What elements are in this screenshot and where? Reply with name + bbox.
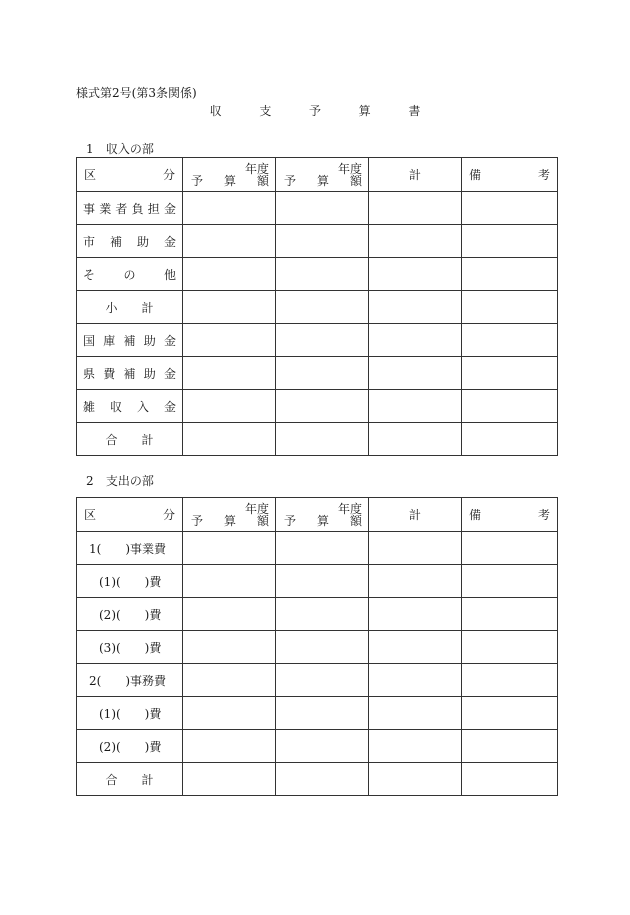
row-label	[77, 324, 183, 357]
table-row	[77, 258, 558, 291]
row-label-char: 金	[163, 366, 176, 381]
row-label-char: 小	[105, 300, 118, 315]
budget-amount-header	[276, 158, 369, 192]
total-cell[interactable]	[369, 192, 462, 225]
remarks-header-char: 備	[469, 508, 482, 522]
budget-amount-cell[interactable]	[276, 631, 369, 664]
row-label	[77, 565, 183, 598]
row-label-char: 雑	[83, 399, 96, 414]
total-cell[interactable]	[369, 697, 462, 730]
row-label	[77, 258, 183, 291]
budget-amount-char: 算	[316, 514, 329, 528]
category-header	[77, 498, 183, 532]
total-cell[interactable]	[369, 631, 462, 664]
remarks-cell[interactable]	[462, 697, 558, 730]
row-label	[77, 532, 183, 565]
row-label-char: 計	[141, 300, 154, 315]
row-label-char: 他	[163, 267, 176, 282]
row-label-text: (2)( )費	[99, 739, 162, 754]
remarks-header	[462, 158, 558, 192]
budget-amount-cell[interactable]	[276, 664, 369, 697]
budget-amount-cell[interactable]	[183, 598, 276, 631]
remarks-cell[interactable]	[462, 291, 558, 324]
total-cell[interactable]	[369, 532, 462, 565]
budget-amount-cell[interactable]	[276, 697, 369, 730]
budget-amount-cell[interactable]	[183, 730, 276, 763]
category-header-char: 区	[84, 168, 97, 182]
budget-amount-cell[interactable]	[276, 258, 369, 291]
row-label-char: 補	[109, 234, 122, 249]
row-label-text: (1)( )費	[99, 706, 162, 721]
table-row	[77, 730, 558, 763]
row-label-char: 金	[163, 201, 176, 216]
budget-amount-header	[183, 158, 276, 192]
budget-amount-cell[interactable]	[183, 697, 276, 730]
remarks-cell[interactable]	[462, 192, 558, 225]
budget-amount-cell[interactable]	[183, 291, 276, 324]
budget-amount-cell[interactable]	[276, 565, 369, 598]
row-label-text: 2( )事務費	[89, 673, 166, 688]
total-cell[interactable]	[369, 423, 462, 456]
row-label-char: 収	[109, 399, 122, 414]
budget-amount-cell[interactable]	[183, 192, 276, 225]
row-label-char: 負	[131, 201, 144, 216]
row-label	[77, 697, 183, 730]
category-header-char: 分	[162, 168, 175, 182]
section-number: 2	[86, 474, 94, 488]
table-header-row	[77, 498, 558, 532]
remarks-cell[interactable]	[462, 324, 558, 357]
budget-amount-cell[interactable]	[276, 390, 369, 423]
row-label-char: の	[123, 267, 136, 282]
row-label-char: 合	[105, 772, 118, 787]
row-label-char: 金	[163, 399, 176, 414]
row-label-char: 庫	[103, 333, 116, 348]
total-header: 計	[369, 158, 462, 192]
row-label-text: 1( )事業費	[89, 541, 166, 556]
remarks-cell[interactable]	[462, 225, 558, 258]
budget-amount-cell[interactable]	[276, 730, 369, 763]
remarks-cell[interactable]	[462, 390, 558, 423]
section-title: 収入の部	[105, 142, 154, 156]
row-label	[77, 357, 183, 390]
row-label	[77, 763, 183, 796]
row-label-char: 業	[99, 201, 112, 216]
row-label-char: 計	[141, 432, 154, 447]
row-label-text: (1)( )費	[99, 574, 162, 589]
income-section-heading	[86, 140, 154, 157]
budget-amount-cell[interactable]	[276, 225, 369, 258]
total-cell[interactable]	[369, 763, 462, 796]
budget-amount-char: 予	[191, 174, 204, 188]
table-row	[77, 598, 558, 631]
expense-table	[76, 497, 558, 796]
row-label-char: 県	[83, 366, 96, 381]
category-header-char: 分	[162, 508, 175, 522]
remarks-cell[interactable]	[462, 598, 558, 631]
total-cell[interactable]	[369, 664, 462, 697]
row-label-char: 担	[147, 201, 160, 216]
budget-amount-cell[interactable]	[183, 565, 276, 598]
row-label	[77, 631, 183, 664]
remarks-cell[interactable]	[462, 631, 558, 664]
expense-section-heading	[86, 472, 154, 489]
row-label	[77, 598, 183, 631]
table-row	[77, 565, 558, 598]
row-label-char: 合	[105, 432, 118, 447]
total-cell[interactable]	[369, 730, 462, 763]
table-row	[77, 291, 558, 324]
total-header: 計	[369, 498, 462, 532]
title-char: 収	[209, 104, 222, 118]
budget-amount-char: 額	[256, 174, 269, 188]
budget-amount-header	[276, 498, 369, 532]
budget-amount-cell[interactable]	[276, 192, 369, 225]
row-label	[77, 192, 183, 225]
table-header-row	[77, 158, 558, 192]
year-label: 年度	[337, 162, 362, 176]
remarks-header-char: 考	[537, 508, 550, 522]
budget-amount-cell[interactable]	[183, 763, 276, 796]
table-row	[77, 532, 558, 565]
remarks-cell[interactable]	[462, 357, 558, 390]
budget-amount-header	[183, 498, 276, 532]
section-title: 支出の部	[105, 474, 154, 488]
budget-amount-cell[interactable]	[276, 291, 369, 324]
budget-amount-cell[interactable]	[276, 763, 369, 796]
budget-amount-char: 額	[349, 514, 362, 528]
table-row	[77, 357, 558, 390]
remarks-cell[interactable]	[462, 565, 558, 598]
budget-amount-char: 予	[284, 174, 297, 188]
row-label-char: 金	[163, 234, 176, 249]
row-label-char: 国	[83, 333, 96, 348]
table-row	[77, 763, 558, 796]
budget-amount-cell[interactable]	[183, 258, 276, 291]
table-row	[77, 324, 558, 357]
category-header	[77, 158, 183, 192]
budget-amount-char: 算	[223, 174, 236, 188]
budget-amount-char: 額	[256, 514, 269, 528]
row-label-text: (2)( )費	[99, 607, 162, 622]
remarks-cell[interactable]	[462, 423, 558, 456]
total-cell[interactable]	[369, 225, 462, 258]
income-table	[76, 157, 558, 456]
remarks-cell[interactable]	[462, 532, 558, 565]
total-cell[interactable]	[369, 357, 462, 390]
budget-amount-cell[interactable]	[276, 598, 369, 631]
table-row	[77, 697, 558, 730]
budget-amount-cell[interactable]	[276, 532, 369, 565]
row-label-char: 補	[123, 366, 136, 381]
budget-amount-cell[interactable]	[276, 423, 369, 456]
row-label-text: (3)( )費	[99, 640, 162, 655]
budget-amount-cell[interactable]	[183, 631, 276, 664]
row-label	[77, 730, 183, 763]
document-title	[0, 102, 630, 119]
remarks-cell[interactable]	[462, 664, 558, 697]
budget-amount-cell[interactable]	[183, 532, 276, 565]
row-label	[77, 664, 183, 697]
row-label-char: 助	[143, 333, 156, 348]
total-cell[interactable]	[369, 324, 462, 357]
table-row	[77, 225, 558, 258]
row-label-char: 金	[163, 333, 176, 348]
row-label-char: 計	[141, 772, 154, 787]
remarks-cell[interactable]	[462, 763, 558, 796]
row-label	[77, 390, 183, 423]
budget-amount-char: 算	[223, 514, 236, 528]
row-label	[77, 291, 183, 324]
table-row	[77, 664, 558, 697]
total-cell[interactable]	[369, 598, 462, 631]
budget-amount-char: 額	[349, 174, 362, 188]
title-char: 支	[259, 104, 272, 118]
row-label-char: 者	[115, 201, 128, 216]
year-label: 年度	[244, 502, 269, 516]
title-char: 予	[308, 104, 321, 118]
remarks-header	[462, 498, 558, 532]
row-label-char: 市	[83, 234, 96, 249]
remarks-header-char: 備	[469, 168, 482, 182]
budget-amount-cell[interactable]	[276, 357, 369, 390]
budget-amount-cell[interactable]	[183, 423, 276, 456]
row-label-char: 入	[136, 399, 149, 414]
budget-amount-char: 予	[284, 514, 297, 528]
row-label	[77, 225, 183, 258]
budget-amount-cell[interactable]	[183, 390, 276, 423]
table-row	[77, 423, 558, 456]
remarks-cell[interactable]	[462, 258, 558, 291]
total-cell[interactable]	[369, 258, 462, 291]
category-header-char: 区	[84, 508, 97, 522]
table-row	[77, 390, 558, 423]
budget-amount-cell[interactable]	[183, 664, 276, 697]
budget-amount-cell[interactable]	[276, 324, 369, 357]
total-cell[interactable]	[369, 291, 462, 324]
budget-amount-char: 予	[191, 514, 204, 528]
year-label: 年度	[337, 502, 362, 516]
row-label-char: そ	[83, 267, 96, 282]
remarks-header-char: 考	[537, 168, 550, 182]
budget-amount-cell[interactable]	[183, 357, 276, 390]
title-char: 算	[358, 104, 371, 118]
budget-amount-cell[interactable]	[183, 225, 276, 258]
budget-amount-cell[interactable]	[183, 324, 276, 357]
budget-amount-char: 算	[316, 174, 329, 188]
row-label-char: 補	[123, 333, 136, 348]
section-number: 1	[86, 142, 94, 156]
row-label-char: 事	[83, 201, 96, 216]
title-char: 書	[408, 104, 421, 118]
table-row	[77, 192, 558, 225]
row-label-char: 助	[143, 366, 156, 381]
year-label: 年度	[244, 162, 269, 176]
remarks-cell[interactable]	[462, 730, 558, 763]
total-cell[interactable]	[369, 390, 462, 423]
row-label	[77, 423, 183, 456]
total-cell[interactable]	[369, 565, 462, 598]
table-row	[77, 631, 558, 664]
row-label-char: 費	[103, 366, 116, 381]
row-label-char: 助	[136, 234, 149, 249]
form-number: 様式第2号(第3条関係)	[76, 86, 197, 100]
